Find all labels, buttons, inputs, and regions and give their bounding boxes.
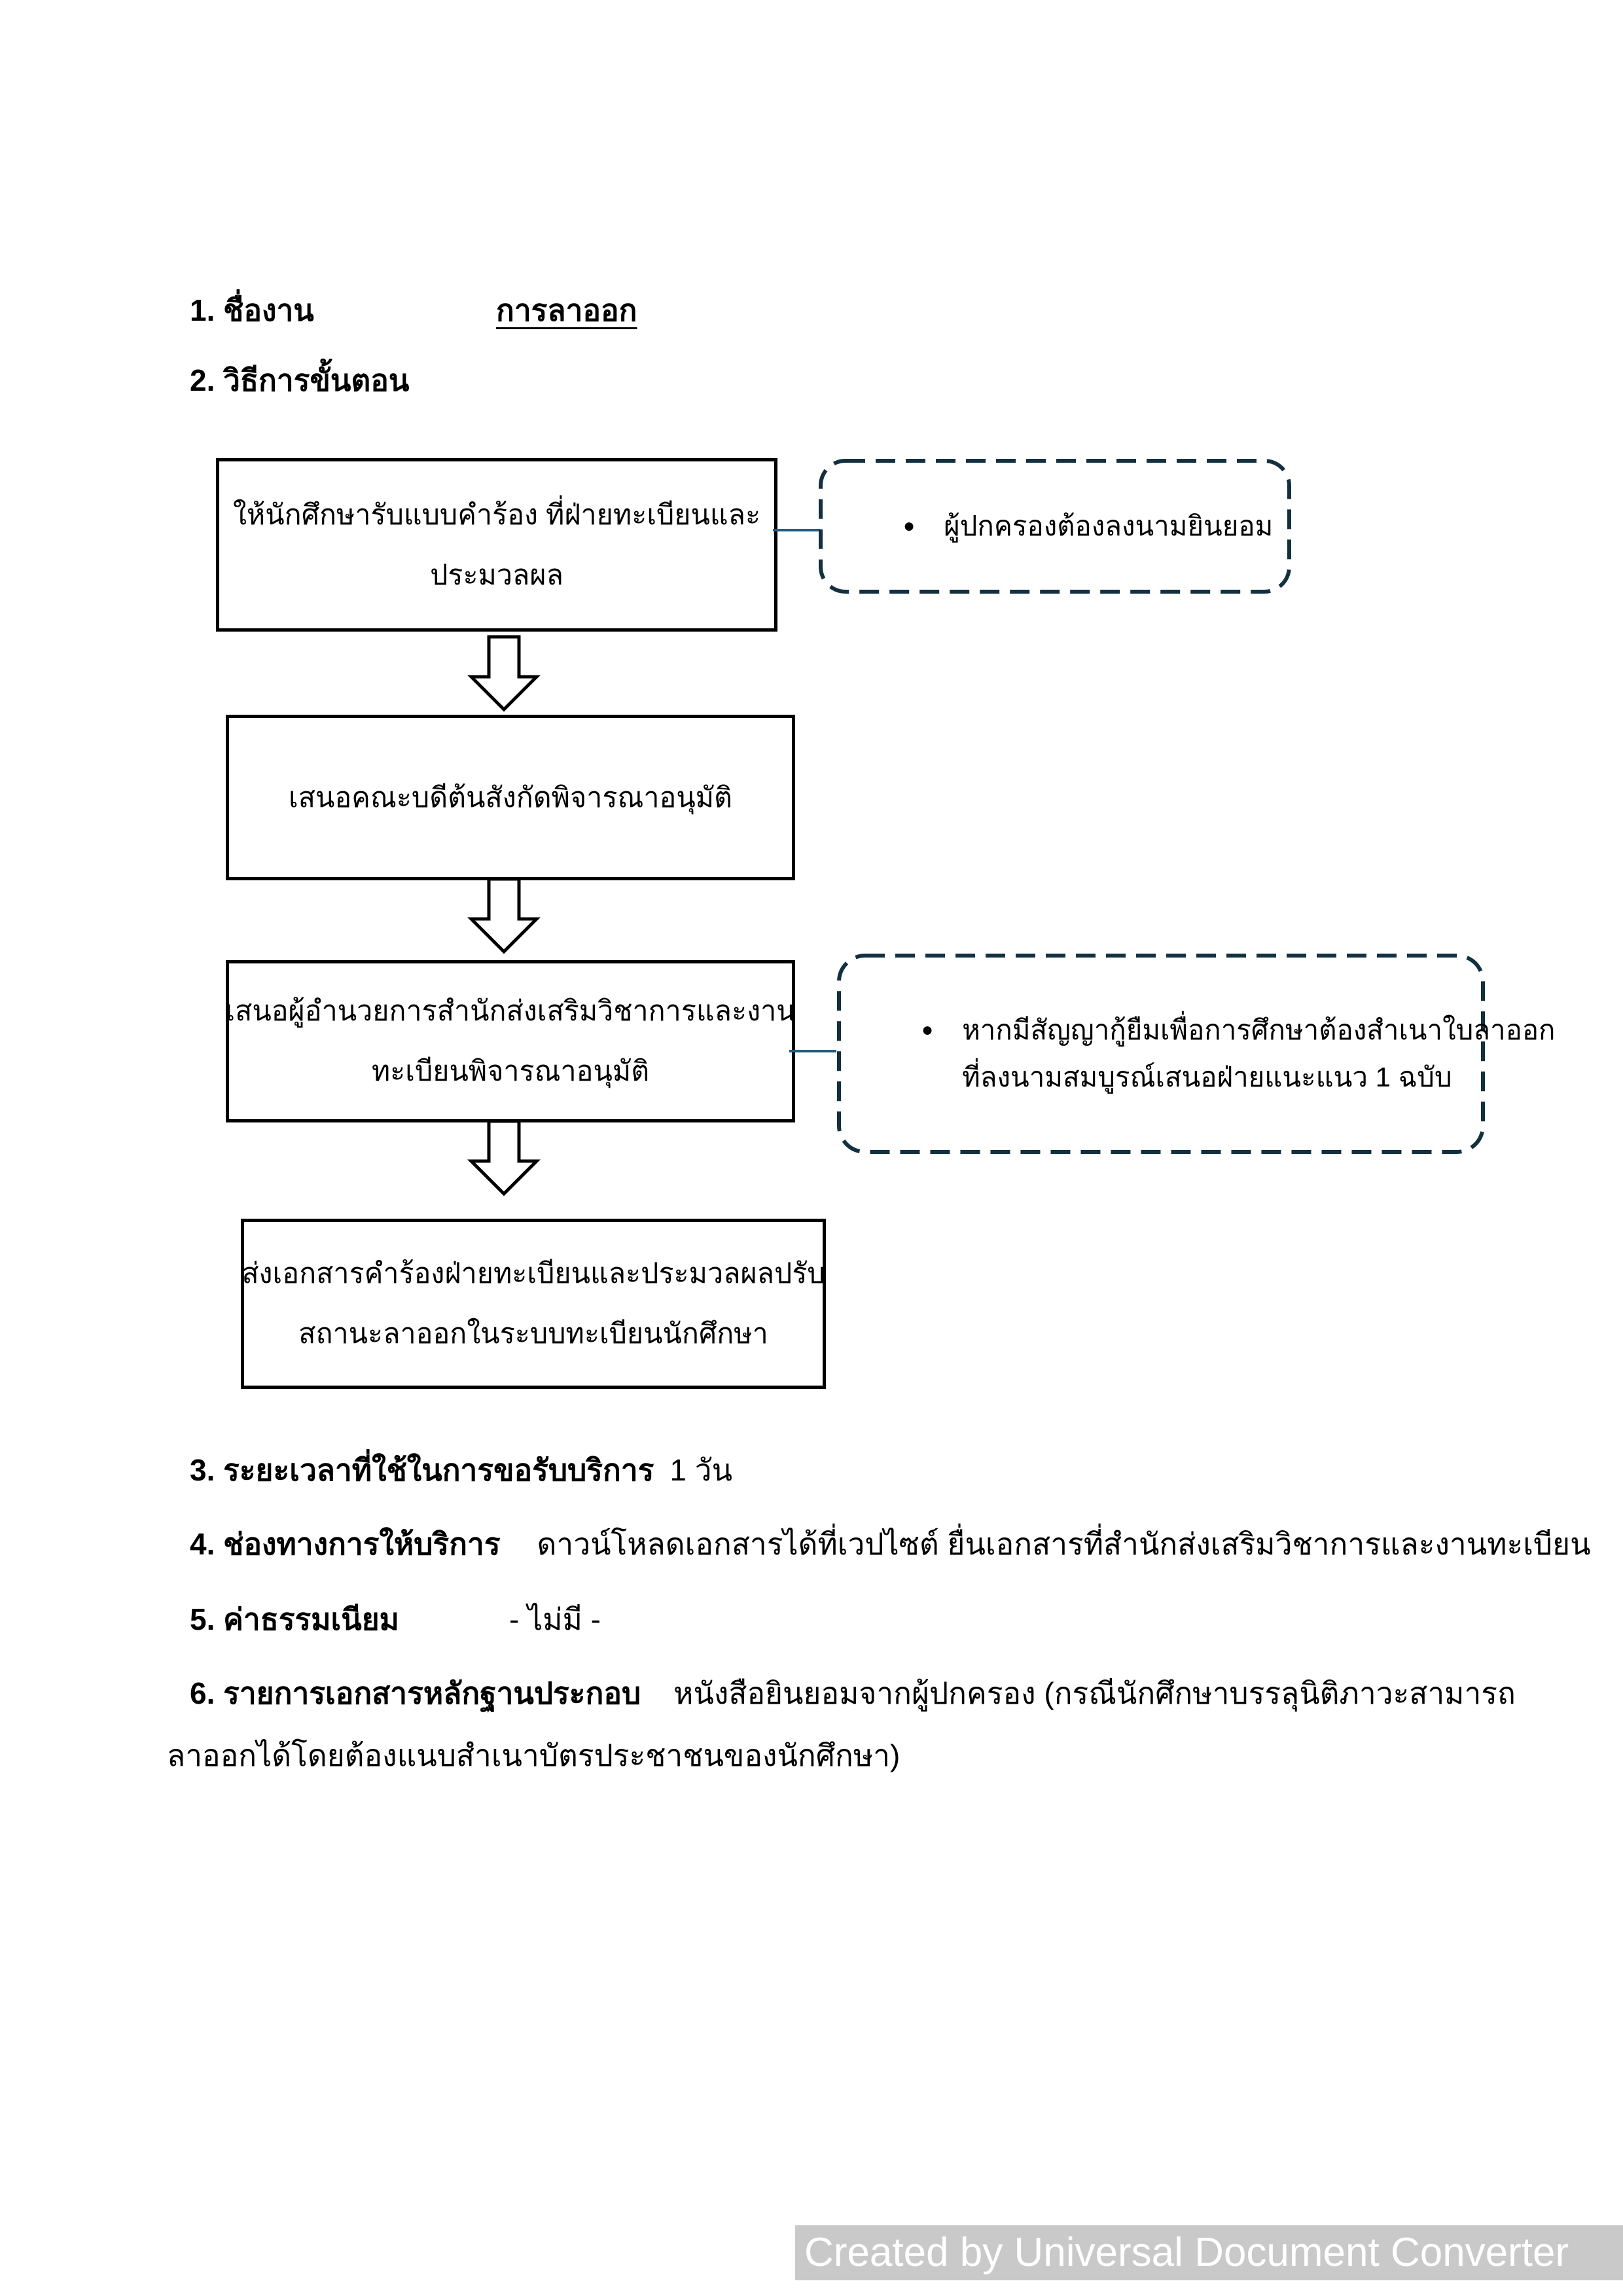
flow-step-3 xyxy=(226,960,795,1122)
down-arrow-icon xyxy=(467,877,541,954)
detail-line-6 xyxy=(190,1670,1516,1717)
detail-5-label: 5. ค่าธรรมเนียม xyxy=(190,1602,400,1636)
detail-6-value: หนังสือยินยอมจากผู้ปกครอง (กรณีนักศึกษาบรรลุนิติภาวะสามารถ xyxy=(673,1676,1516,1710)
bullet-icon: ● xyxy=(903,515,916,537)
detail-line-5 xyxy=(190,1596,601,1643)
flow-step-1-line-2: ประมวลผล xyxy=(430,559,563,591)
detail-6-label: 6. รายการเอกสารหลักฐานประกอบ xyxy=(190,1676,641,1710)
down-arrow-icon xyxy=(467,635,541,712)
flow-note-1 xyxy=(818,458,1292,594)
detail-line-3 xyxy=(190,1446,732,1494)
flow-step-3-line-1: เสนอผู้อำนวยการสำนักส่งเสริมวิชาการและงาน xyxy=(225,996,796,1027)
flow-step-2 xyxy=(226,715,795,880)
detail-line-4 xyxy=(190,1520,1591,1568)
flow-step-2-line-1: เสนอคณะบดีต้นสังกัดพิจารณาอนุมัติ xyxy=(289,781,732,814)
flow-step-4-line-1: ส่งเอกสารคำร้องฝ่ายทะเบียนและประมวลผลปรับ xyxy=(241,1258,825,1289)
detail-4-value: ดาวน์โหลดเอกสารได้ที่เวปไซต์ ยื่นเอกสารที่สำนักส่งเสริมวิชาการและงานทะเบียน xyxy=(537,1527,1591,1561)
detail-6-continuation-text: ลาออกได้โดยต้องแนบสำเนาบัตรประชาชนของนักศึกษา) xyxy=(167,1738,901,1772)
detail-3-value: 1 วัน xyxy=(669,1453,733,1487)
down-arrow-icon xyxy=(467,1119,541,1196)
item1-value-title: การลาออก xyxy=(496,293,637,327)
flow-note-2 xyxy=(836,953,1556,1155)
flow-note-2-line-2: ที่ลงนามสมบูรณ์เสนอฝ่ายแนะแนว 1 ฉบับ xyxy=(962,1062,1452,1092)
detail-line-6-continuation xyxy=(167,1732,900,1780)
flow-step-1 xyxy=(216,458,777,632)
flow-note-1-line-1: ผู้ปกครองต้องลงนามยินยอม xyxy=(944,511,1274,541)
flow-step-3-line-2: ทะเบียนพิจารณาอนุมัติ xyxy=(371,1056,650,1087)
item2-label: 2. วิธีการขั้นตอน xyxy=(190,363,410,397)
flow-note-2-line-1: หากมีสัญญากู้ยืมเพื่อการศึกษาต้องสำเนาใบลาออก xyxy=(962,1014,1556,1045)
detail-3-label: 3. ระยะเวลาที่ใช้ในการขอรับบริการ xyxy=(190,1453,654,1487)
flow-step-1-line-1: ให้นักศึกษารับแบบคำร้อง ที่ฝ่ายทะเบียนและ xyxy=(232,499,761,531)
connector-line-1 xyxy=(773,529,820,531)
connector-line-2 xyxy=(789,1050,836,1052)
detail-5-value: - ไม่มี - xyxy=(509,1602,601,1636)
item1-label: 1. ชื่องาน xyxy=(190,293,314,327)
bullet-icon: ● xyxy=(921,1019,934,1041)
detail-4-label: 4. ช่องทางการให้บริการ xyxy=(190,1527,501,1561)
flow-step-4 xyxy=(241,1219,826,1389)
flow-step-4-line-2: สถานะลาออกในระบบทะเบียนนักศึกษา xyxy=(298,1318,768,1350)
watermark-text: Created by Universal Document Converter xyxy=(804,2230,1569,2275)
watermark xyxy=(795,2225,1623,2280)
